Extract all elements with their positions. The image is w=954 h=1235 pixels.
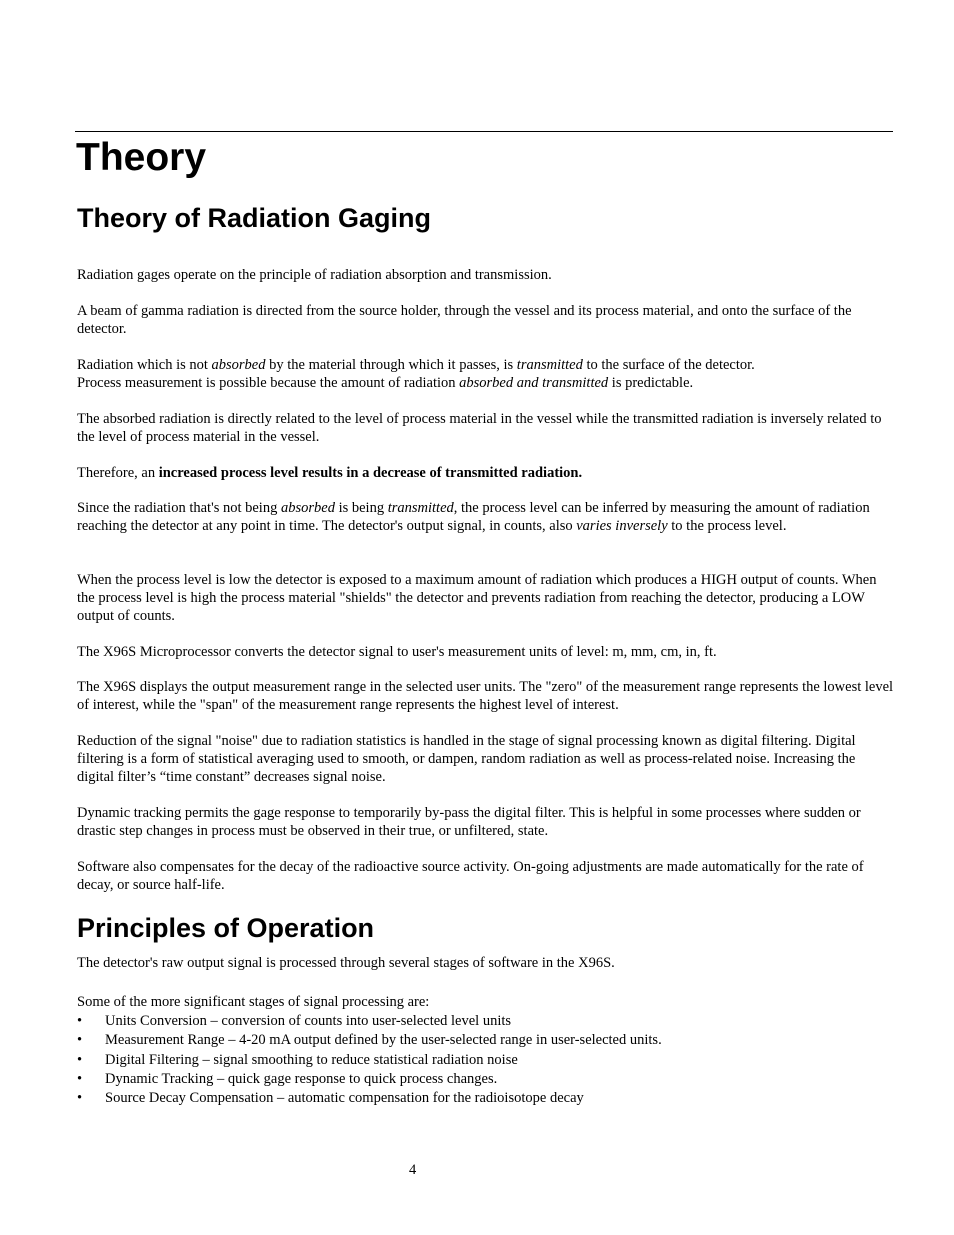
list-item: • Units Conversion – conversion of counts into user-selected level units [77,1012,895,1031]
paragraph: Dynamic tracking permits the gage response to temporarily by-pass the digital filter. This is helpful in some processes where sudden or drastic step changes in process must be observed in their true, or unfiltered, state. [77,805,861,839]
bold-text: increased process level results in a decrease of transmitted radiation. [158,465,583,481]
paragraph: Reduction of the signal "noise" due to radiation statistics is handled in the stage of signal processing known as digital filtering. Digital filtering is a form of statistical averaging used to smooth, or dampen, random radiation as well as process-related noise. Increasing the digital filter’s “time constant” decreases signal noise. [77,733,856,785]
text-span: Radiation which is not [77,357,212,373]
header-rule [75,131,893,132]
italic-text: transmitted [516,357,583,373]
italic-text: transmitted [387,500,454,516]
text-span: is being [334,500,388,516]
text-span: to the surface of the detector. [582,357,755,373]
text-span: , the process level can be inferred by measuring the amount of radiation reaching the detector at any point in time. The detector's output signal, in counts, also [77,500,870,534]
paragraph: When the process level is low the detector is exposed to a maximum amount of radiation which produces a HIGH output of counts. When the process level is high the process material "shields" the detector and prevents radiation from reaching the detector, producing a LOW output of counts. [77,572,877,624]
paragraph: A beam of gamma radiation is directed from the source holder, through the vessel and its process material, and onto the surface of the detector. [77,303,852,337]
paragraph: The absorbed radiation is directly related to the level of process material in the vessel while the transmitted radiation is inversely related to the level of process material in the vessel. [77,411,882,445]
paragraph [77,464,895,482]
paragraph: The X96S Microprocessor converts the detector signal to user's measurement units of level: m, mm, cm, in, ft. [77,644,717,660]
italic-text: absorbed and transmitted [459,375,609,391]
text-span: Therefore, an [77,465,159,481]
list-item: • Measurement Range – 4-20 mA output defined by the user-selected range in user-selected units. [77,1031,895,1050]
italic-text: absorbed [280,500,335,516]
paragraph: Some of the more significant stages of signal processing are: [77,994,430,1010]
italic-text: absorbed [211,357,266,373]
text-span: is predictable. [608,375,694,391]
text-span: by the material through which it passes, is [265,357,517,373]
paragraph [77,356,895,392]
section-heading-theory: Theory of Radiation Gaging [77,203,432,233]
bullet-list [77,1012,895,1108]
text-span: Since the radiation that's not being [77,500,281,516]
section-heading-principles: Principles of Operation [77,913,375,943]
page-title: Theory [76,136,207,179]
paragraph: Radiation gages operate on the principle of radiation absorption and transmission. [77,267,552,283]
paragraph: Software also compensates for the decay of the radioactive source activity. On-going adjustments are made automatically for the rate of decay, or source half-life. [77,859,864,893]
paragraph: The detector's raw output signal is processed through several stages of software in the X96S. [77,955,615,971]
paragraph [77,499,895,535]
text-span: to the process level. [667,518,787,534]
page-number: 4 [409,1162,417,1178]
list-item: • Source Decay Compensation – automatic compensation for the radioisotope decay [77,1089,895,1108]
italic-text: varies inversely [576,518,668,534]
paragraph: The X96S displays the output measurement range in the selected user units. The "zero" of the measurement range represents the lowest level of interest, while the "span" of the measurement range represents the highest level of interest. [77,679,894,713]
list-item: • Dynamic Tracking – quick gage response to quick process changes. [77,1070,895,1089]
list-item: • Digital Filtering – signal smoothing to reduce statistical radiation noise [77,1051,895,1070]
text-span: Process measurement is possible because the amount of radiation [77,375,460,391]
